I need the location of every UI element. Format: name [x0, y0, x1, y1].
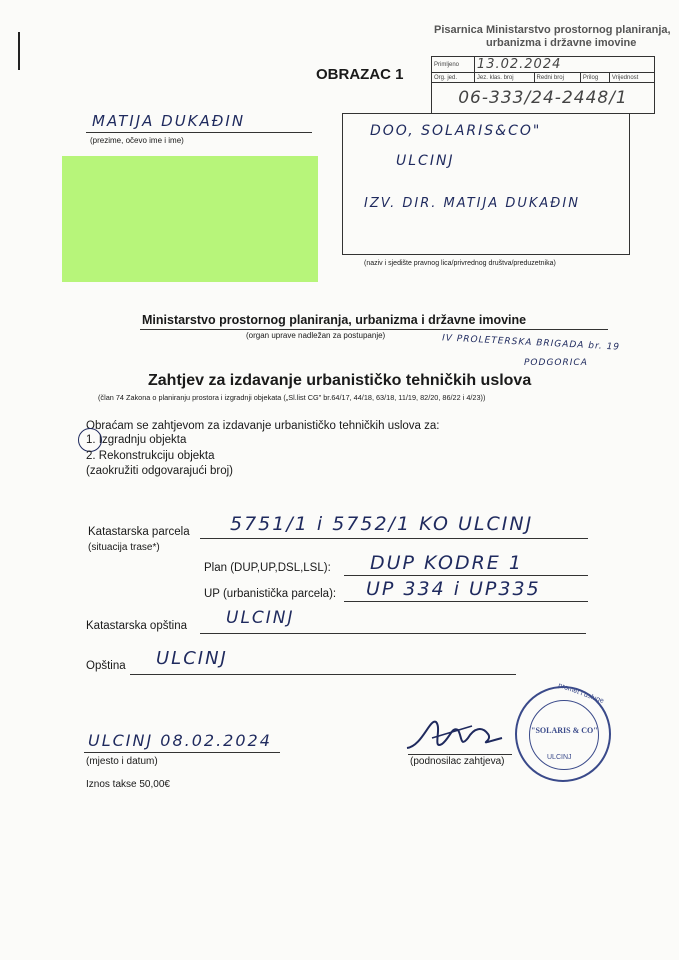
company-line-3: IZV. DIR. MATIJA DUKAĐIN: [364, 196, 580, 211]
margin-mark: [18, 32, 20, 70]
vrijednost-label: Vrijednost: [609, 73, 654, 83]
form-code: OBRAZAC 1: [316, 66, 404, 83]
option-1-circle: [78, 428, 102, 452]
plan-value: DUP KODRE 1: [370, 552, 523, 574]
applicant-name-caption: (prezime, očevo ime i ime): [90, 136, 184, 145]
up-line: [344, 601, 588, 602]
parcel-line: [200, 538, 588, 539]
place-date-line: [84, 752, 280, 753]
opstina-label: Opština: [86, 660, 126, 672]
authority-line: [140, 329, 608, 330]
place-date-value: ULCINJ 08.02.2024: [88, 731, 272, 750]
request-title: Zahtjev za izdavanje urbanističko tehničkih uslova: [148, 372, 532, 389]
option-note: (zaokružiti odgovarajući broj): [86, 465, 234, 477]
company-line-1: DOO, SOLARIS&CO": [370, 123, 542, 139]
applicant-name-line: [86, 132, 312, 133]
jez-label: Jez. klas. broj: [474, 73, 534, 83]
prilog-label: Prilog: [580, 73, 609, 83]
fee-text: Iznos takse 50,00€: [86, 779, 170, 790]
opstina-value: ULCINJ: [156, 648, 228, 669]
applicant-name-value: MATIJA DUKAĐIN: [92, 112, 246, 130]
org-label: Org. jed.: [432, 73, 475, 83]
plan-line: [344, 575, 588, 576]
company-caption: (naziv i sjedište pravnog lica/privrednog društva/preduzetnika): [364, 260, 556, 267]
stamp-title-2: urbanizma i državne imovine: [486, 37, 637, 49]
signer-caption: (podnosilac zahtjeva): [410, 756, 505, 767]
redni-label: Redni broj: [534, 73, 580, 83]
option-1: 1. Izgradnju objekta: [86, 434, 187, 446]
parcel-sub: (situacija trase*): [88, 542, 160, 553]
up-value: UP 334 i UP335: [366, 578, 541, 600]
place-date-caption: (mjesto i datum): [86, 756, 158, 767]
parcel-label: Katastarska parcela: [88, 526, 190, 538]
stamp-title-1: Pisarnica Ministarstvo prostornog planiranja,: [434, 24, 671, 36]
ko-value: ULCINJ: [226, 608, 295, 628]
seal-ring-text: promet i usluge: [557, 682, 605, 705]
primljeno-value: 13.02.2024: [474, 57, 654, 73]
authority-caption: (organ uprave nadležan za postupanje): [246, 331, 386, 340]
registry-number: 06-333/24-2448/1: [432, 83, 655, 114]
company-seal: [515, 682, 611, 782]
option-2: 2. Rekonstrukciju objekta: [86, 450, 215, 462]
ko-label: Katastarska opština: [86, 620, 188, 632]
company-line-2: ULCINJ: [396, 153, 455, 169]
redaction-block: [62, 156, 318, 282]
up-label: UP (urbanistička parcela):: [204, 588, 337, 600]
seal-name: "SOLARIS & CO": [531, 726, 598, 735]
authority-address-2: PODGORICA: [524, 358, 588, 368]
authority-name: Ministarstvo prostornog planiranja, urbanizma i državne imovine: [142, 313, 527, 327]
plan-label: Plan (DUP,UP,DSL,LSL):: [204, 562, 331, 574]
parcel-value: 5751/1 i 5752/1 KO ULCINJ: [230, 513, 534, 535]
law-reference: (član 74 Zakona o planiranju prostora i izgradnji objekata („Sl.list CG" br.64/17, 44/18, 63/18, 11/19, 82/20, 86/22 i 4/23)): [98, 393, 486, 402]
authority-address-1: IV PROLETERSKA BRIGADA br. 19: [441, 333, 621, 353]
registry-table: [431, 56, 655, 114]
signature: [402, 708, 512, 756]
opstina-line: [130, 674, 516, 675]
signature-line: [408, 754, 512, 755]
seal-city: ULCINJ: [547, 754, 572, 761]
primljeno-label: Primljeno: [432, 57, 475, 73]
request-intro: Obraćam se zahtjevom za izdavanje urbanističko tehničkih uslova za:: [86, 420, 440, 432]
ko-line: [200, 633, 586, 634]
